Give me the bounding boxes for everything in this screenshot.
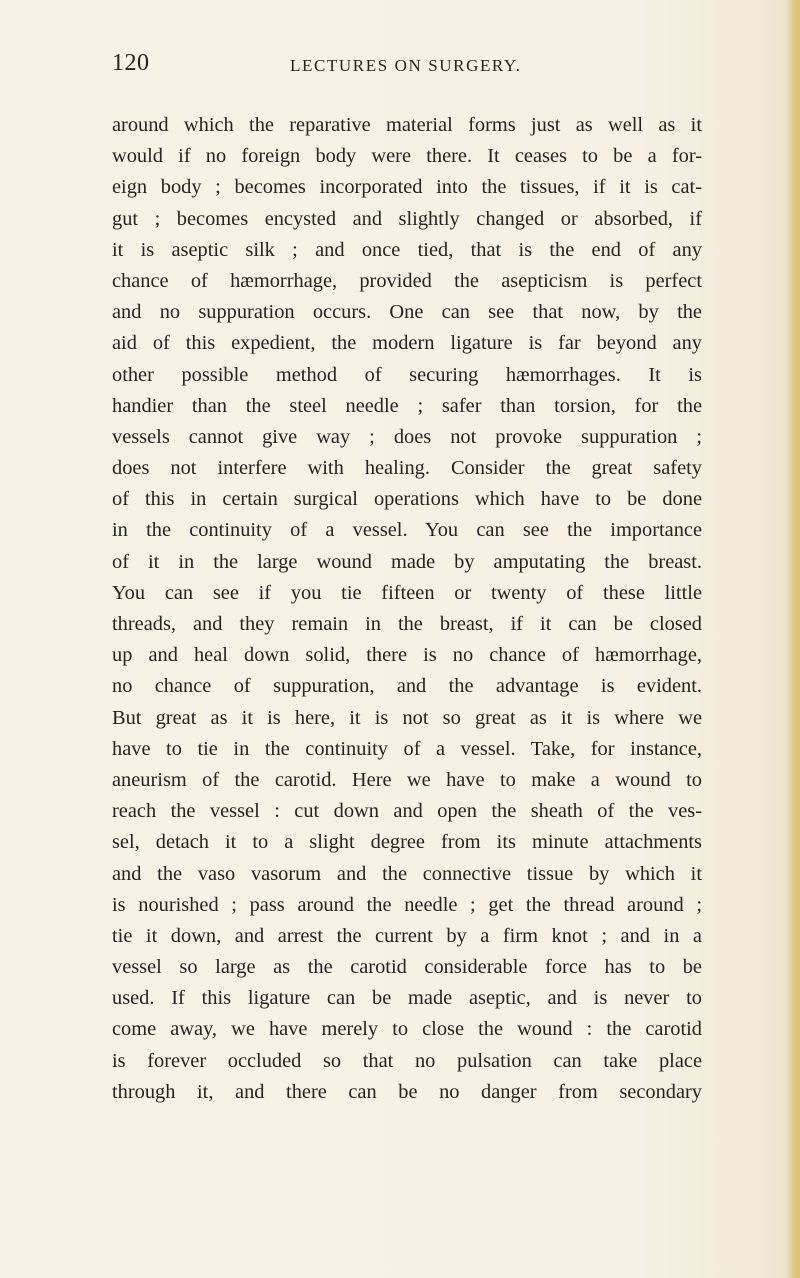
page-number: 120	[112, 50, 150, 76]
text-line: But great as it is here, it is not so great as it is where we	[112, 706, 702, 729]
text-line: vessels cannot give way ; does not provoke suppuration ;	[112, 425, 702, 448]
text-line: chance of hæmorrhage, provided the asepticism is perfect	[112, 269, 702, 292]
text-line: used. If this ligature can be made aseptic, and is never to	[112, 987, 702, 1010]
text-line: up and heal down solid, there is no chance of hæmorrhage,	[112, 644, 702, 667]
text-line: gut ; becomes encysted and slightly changed or absorbed, if	[112, 207, 702, 230]
text-line: threads, and they remain in the breast, if it can be closed	[112, 613, 702, 635]
text-line: and the vaso vasorum and the connective tissue by which it	[112, 862, 702, 885]
text-line: it is aseptic silk ; and once tied, that is the end of any	[112, 238, 702, 261]
text-line: aneurism of the carotid. Here we have to make a wound to	[112, 768, 702, 791]
body-text	[112, 110, 702, 1108]
text-line: eign body ; becomes incorporated into the tissues, if it is cat-	[112, 176, 702, 199]
text-line: vessel so large as the carotid considerable force has to be	[112, 956, 702, 979]
text-line: would if no foreign body were there. It ceases to be a for-	[112, 145, 702, 168]
text-line: is forever occluded so that no pulsation can take place	[112, 1049, 702, 1072]
running-title: LECTURES ON SURGERY.	[290, 56, 522, 75]
text-line: sel, detach it to a slight degree from its minute attachments	[112, 831, 702, 854]
text-line: and no suppuration occurs. One can see that now, by the	[112, 301, 702, 324]
text-line: of this in certain surgical operations which have to be done	[112, 488, 702, 511]
text-line: handier than the steel needle ; safer than torsion, for the	[112, 394, 702, 417]
text-line: other possible method of securing hæmorrhages. It is	[112, 363, 702, 386]
text-line: have to tie in the continuity of a vessel. Take, for instance,	[112, 737, 702, 760]
text-line: is nourished ; pass around the needle ; get the thread around ;	[112, 893, 702, 916]
text-line: You can see if you tie fifteen or twenty of these little	[112, 581, 702, 604]
text-line: around which the reparative material forms just as well as it	[112, 114, 702, 136]
text-line: no chance of suppuration, and the advantage is evident.	[112, 675, 702, 698]
text-line: through it, and there can be no danger from secondary	[112, 1080, 702, 1103]
text-line: come away, we have merely to close the wound : the carotid	[112, 1018, 702, 1041]
text-line: tie it down, and arrest the current by a firm knot ; and in a	[112, 924, 702, 947]
text-line: in the continuity of a vessel. You can see the importance	[112, 519, 702, 542]
text-line: reach the vessel : cut down and open the sheath of the ves-	[112, 800, 702, 823]
text-line: aid of this expedient, the modern ligature is far beyond any	[112, 332, 702, 355]
page-header	[112, 50, 700, 84]
page-edge-shadow	[786, 0, 800, 1278]
text-line: does not interfere with healing. Consider the great safety	[112, 457, 702, 480]
text-line: of it in the large wound made by amputating the breast.	[112, 550, 702, 573]
